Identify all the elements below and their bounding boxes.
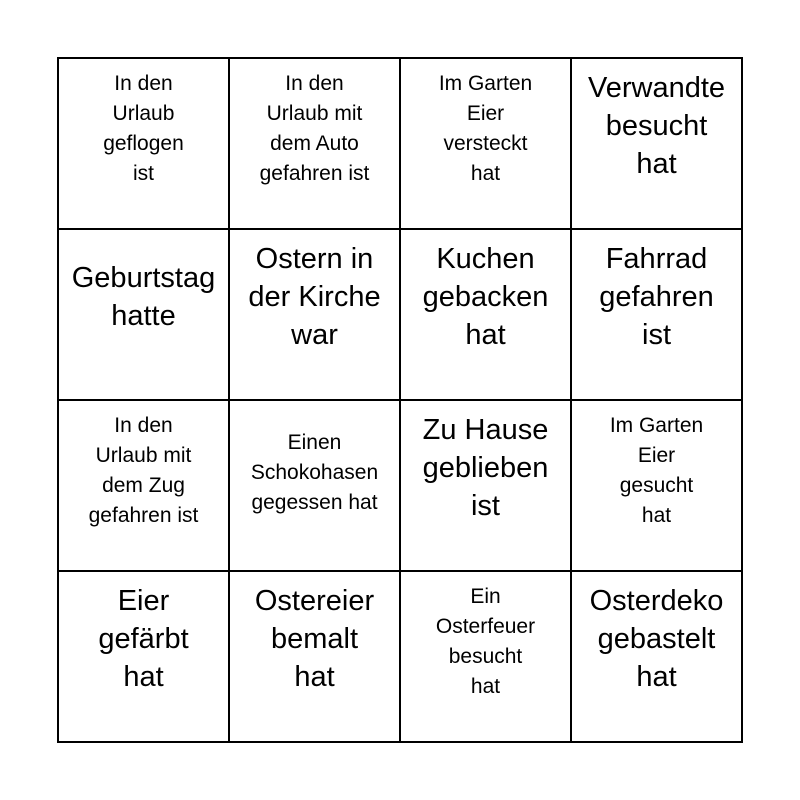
- bingo-cell-5[interactable]: [59, 230, 230, 401]
- cell-text: Kuchen gebacken hat: [422, 243, 549, 351]
- cell-text: Im Garten Eier gesucht hat: [609, 414, 704, 527]
- bingo-cell-7[interactable]: [401, 230, 572, 401]
- cell-text: Verwandte besucht hat: [587, 72, 726, 180]
- bingo-cell-8[interactable]: [572, 230, 743, 401]
- cell-text: Zu Hause geblieben ist: [422, 414, 549, 522]
- bingo-cell-2[interactable]: [230, 59, 401, 230]
- cell-text: Osterdeko gebastelt hat: [589, 585, 724, 693]
- bingo-cell-3[interactable]: [401, 59, 572, 230]
- cell-text: Ostern in der Kirche war: [248, 243, 381, 351]
- bingo-cell-12[interactable]: [572, 401, 743, 572]
- bingo-cell-4[interactable]: [572, 59, 743, 230]
- bingo-cell-14[interactable]: [230, 572, 401, 743]
- bingo-cell-1[interactable]: [59, 59, 230, 230]
- bingo-cell-10[interactable]: [230, 401, 401, 572]
- cell-text: In den Urlaub mit dem Auto gefahren ist: [259, 72, 370, 185]
- cell-text: Einen Schokohasen gegessen hat: [250, 431, 379, 514]
- cell-text: Ostereier bemalt hat: [254, 585, 375, 693]
- cell-text: In den Urlaub geflogen ist: [103, 72, 184, 185]
- cell-text: In den Urlaub mit dem Zug gefahren ist: [88, 414, 199, 527]
- bingo-cell-16[interactable]: [572, 572, 743, 743]
- bingo-cell-11[interactable]: [401, 401, 572, 572]
- bingo-cell-13[interactable]: [59, 572, 230, 743]
- bingo-cell-15[interactable]: [401, 572, 572, 743]
- cell-text: Ein Osterfeuer besucht hat: [435, 585, 536, 698]
- bingo-cell-9[interactable]: [59, 401, 230, 572]
- cell-text: Eier gefärbt hat: [98, 585, 189, 693]
- cell-text: Im Garten Eier versteckt hat: [438, 72, 533, 185]
- cell-text: Geburtstag hatte: [71, 262, 216, 332]
- bingo-card: [57, 57, 743, 743]
- bingo-cell-6[interactable]: [230, 230, 401, 401]
- cell-text: Fahrrad gefahren ist: [599, 243, 714, 351]
